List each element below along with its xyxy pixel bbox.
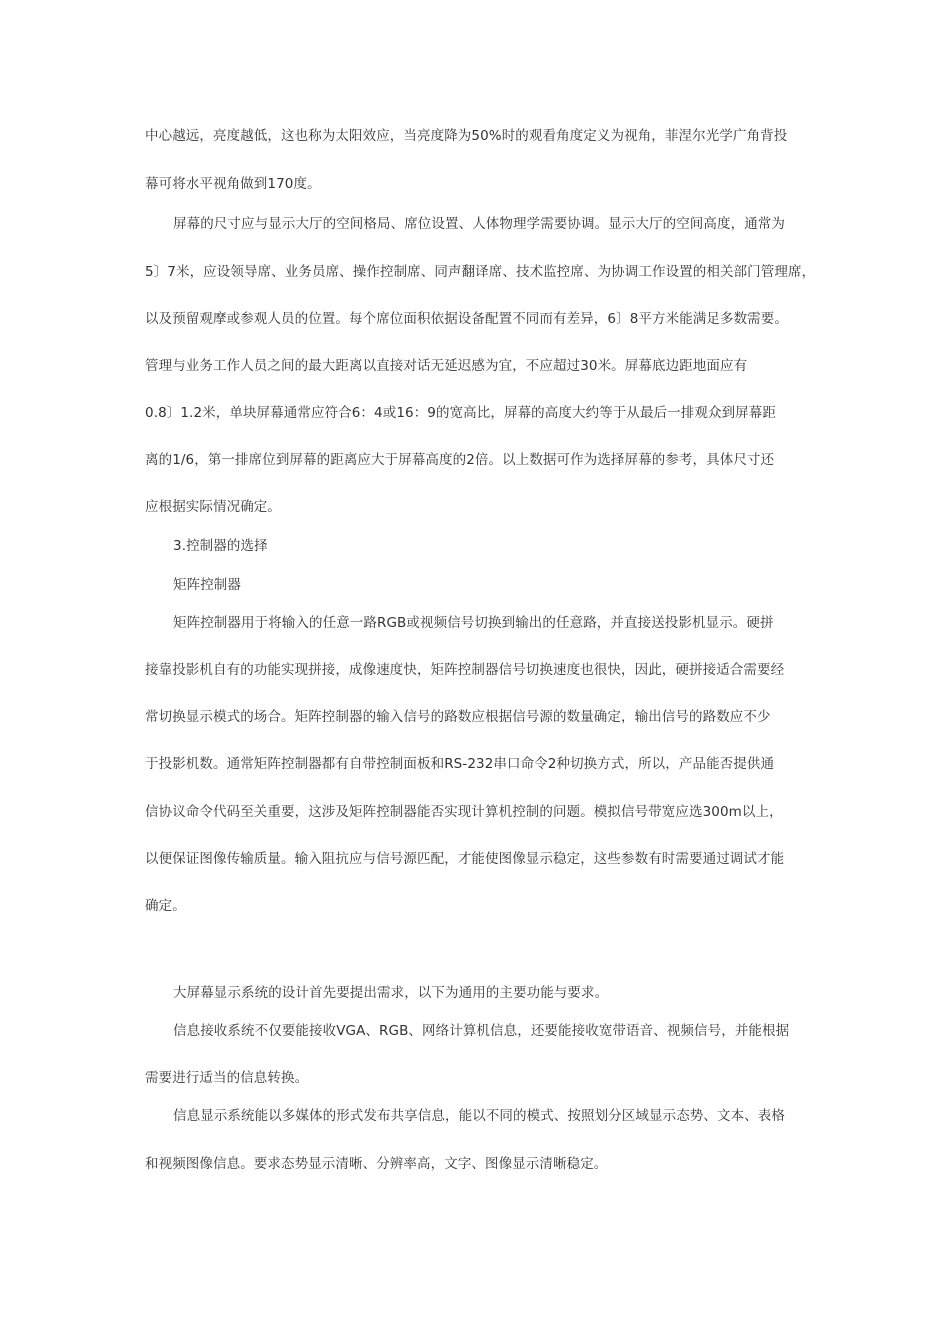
paragraph-line: 于投影机数。通常矩阵控制器都有自带控制面板和RS-232串口命令2种切换方式，所以，产品能否提供通 (145, 756, 775, 772)
paragraph-line: 管理与业务工作人员之间的最大距离以直接对话无延迟感为宜，不应超过30米。屏幕底边距地面应有 (145, 358, 748, 374)
paragraph-line: 确定。 (145, 898, 186, 914)
paragraph-line: 信息接收系统不仅要能接收VGA、RGB、网络计算机信息，还要能接收宽带语音、视频信号，并能根据 (173, 1023, 790, 1039)
paragraph-line: 幕可将水平视角做到170度。 (145, 176, 321, 192)
section-heading: 3.控制器的选择 (173, 538, 268, 554)
paragraph-line: 以及预留观摩或参观人员的位置。每个席位面积依据设备配置不同而有差异，6〕8平方米能满足多数需要。 (145, 311, 788, 327)
paragraph-line: 矩阵控制器用于将输入的任意一路RGB或视频信号切换到输出的任意路，并直接送投影机显示。硬拼 (173, 615, 774, 631)
paragraph-line: 5〕7米，应设领导席、业务员席、操作控制席、同声翻译席、技术监控席、为协调工作设置的相关部门管理席， (145, 264, 816, 280)
subsection-heading: 矩阵控制器 (173, 577, 241, 593)
paragraph-line: 和视频图像信息。要求态势显示清晰、分辨率高，文字、图像显示清晰稳定。 (145, 1156, 608, 1172)
paragraph-line: 常切换显示模式的场合。矩阵控制器的输入信号的路数应根据信号源的数量确定，输出信号的路数应不少 (145, 709, 771, 725)
paragraph-line: 信协议命令代码至关重要，这涉及矩阵控制器能否实现计算机控制的问题。模拟信号带宽应选300m以上， (145, 804, 783, 820)
paragraph-line: 应根据实际情况确定。 (145, 499, 281, 515)
paragraph-line: 信息显示系统能以多媒体的形式发布共享信息，能以不同的模式、按照划分区域显示态势、文本、表格 (173, 1108, 785, 1124)
paragraph-line: 以便保证图像传输质量。输入阻抗应与信号源匹配，才能使图像显示稳定，这些参数有时需要通过调试才能 (145, 851, 785, 867)
paragraph-line: 大屏幕显示系统的设计首先要提出需求，以下为通用的主要功能与要求。 (173, 985, 609, 1001)
paragraph-line: 需要进行适当的信息转换。 (145, 1070, 309, 1086)
paragraph-line: 0.8〕1.2米，单块屏幕通常应符合6：4或16：9的宽高比，屏幕的高度大约等于从最后一排观众到屏幕距 (145, 405, 776, 421)
paragraph-line: 离的1/6，第一排席位到屏幕的距离应大于屏幕高度的2倍。以上数据可作为选择屏幕的参考，具体尺寸还 (145, 452, 775, 468)
paragraph-line: 中心越远，亮度越低，这也称为太阳效应，当亮度降为50%时的观看角度定义为视角，菲涅尔光学广角背投 (145, 128, 788, 144)
paragraph-line: 接靠投影机自有的功能实现拼接，成像速度快，矩阵控制器信号切换速度也很快，因此，硬拼接适合需要经 (145, 662, 785, 678)
paragraph-line: 屏幕的尺寸应与显示大厅的空间格局、席位设置、人体物理学需要协调。显示大厅的空间高度，通常为 (173, 216, 785, 232)
